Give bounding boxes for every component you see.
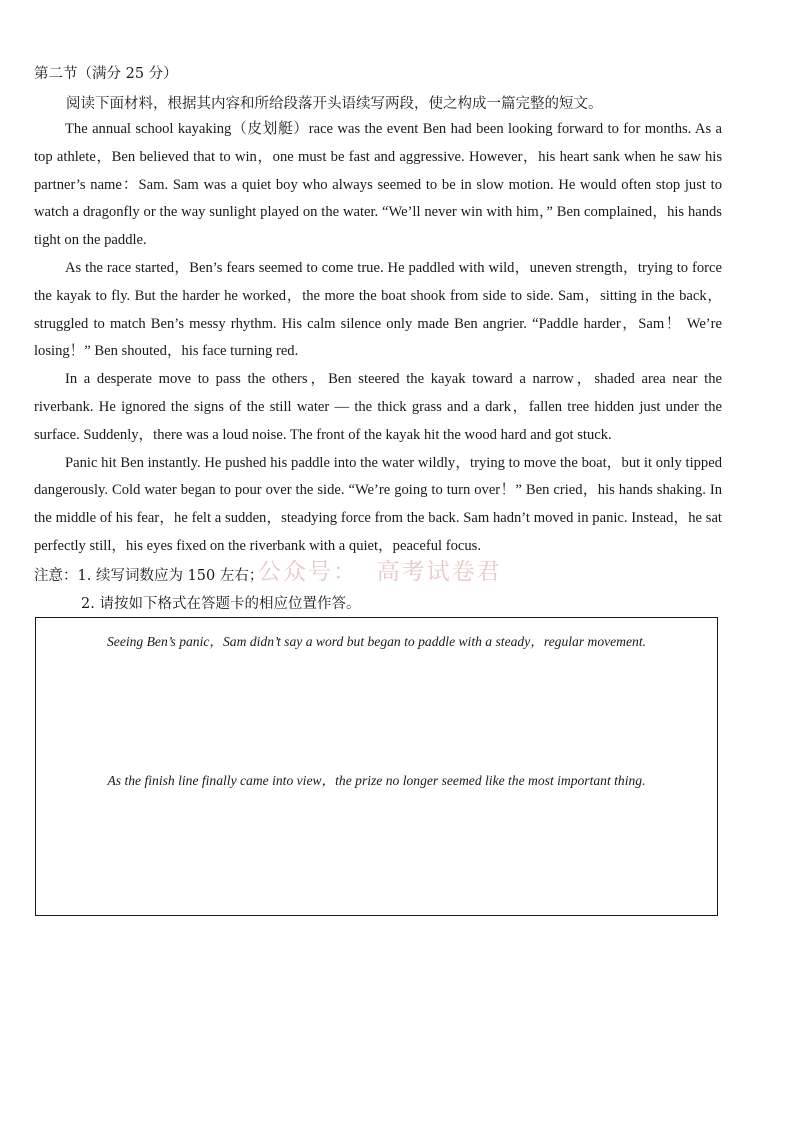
notes-label: 注意：: [34, 568, 78, 584]
story-passage: [34, 116, 722, 561]
section-instruction: 阅读下面材料，根据其内容和所给段落开头语续写两段，使之构成一篇完整的短文。: [66, 96, 603, 112]
note-word-count: 1. 续写词数应为 150 左右；: [77, 568, 264, 584]
notes: [34, 562, 360, 618]
story-paragraph-3: In a desperate move to pass the others，Ben steered the kayak toward a narrow，shaded area near the riverbank. He ignored the signs of the still water — the thick grass and a dark，fallen tree hidden just under the surface. Suddenly，there was a loud noise. The front of the kayak hit the wood hard and got stuck.: [34, 371, 722, 443]
story-paragraph-1: The annual school kayaking（皮划艇）race was the event Ben had been looking forward to for months. As a top athlete，Ben believed that to win，one must be fast and aggressive. However，his heart sank when he saw his partner’s name：Sam. Sam was a quiet boy who always seemed to be in slow motion. He would often stop just to watch a dragonfly or the way sunlight played on the water. “We’ll never win with him，” Ben complained，his hands tight on the paddle.: [34, 121, 722, 249]
note-item-1: [34, 562, 360, 590]
answer-box: [35, 617, 718, 916]
watermark: 公众号： 高考试卷君: [258, 559, 502, 585]
story-paragraph-2: As the race started，Ben’s fears seemed to come true. He paddled with wild，uneven strength，trying to force the kayak to fly. But the harder he worked，the more the boat shook from side to side. Sam，sitting in the back，struggled to match Ben’s messy rhythm. His calm silence only made Ben angrier. “Paddle harder，Sam！ We’re losing！” Ben shouted，his face turning red.: [34, 259, 722, 360]
paragraph-opener-2: As the finish line finally came into view，the prize no longer seemed like the most important thing.: [107, 773, 646, 788]
section-heading: 第二节（满分 25 分）: [34, 66, 178, 82]
paragraph-opener-1: Seeing Ben’s panic，Sam didn’t say a word but began to paddle with a steady，regular movement.: [106, 634, 647, 649]
note-item-2: 2. 请按如下格式在答题卡的相应位置作答。: [81, 596, 361, 612]
story-paragraph-4: Panic hit Ben instantly. He pushed his paddle into the water wildly，trying to move the boat，but it only tipped dangerously. Cold water began to pour over the side. “We’re going to turn over！” Ben cried，his hands shaking. In the middle of his fear，he felt a sudden，steadying force from the back. Sam hadn’t moved in panic. Instead，he sat perfectly still，his eyes fixed on the riverbank with a quiet，peaceful focus.: [34, 454, 722, 554]
